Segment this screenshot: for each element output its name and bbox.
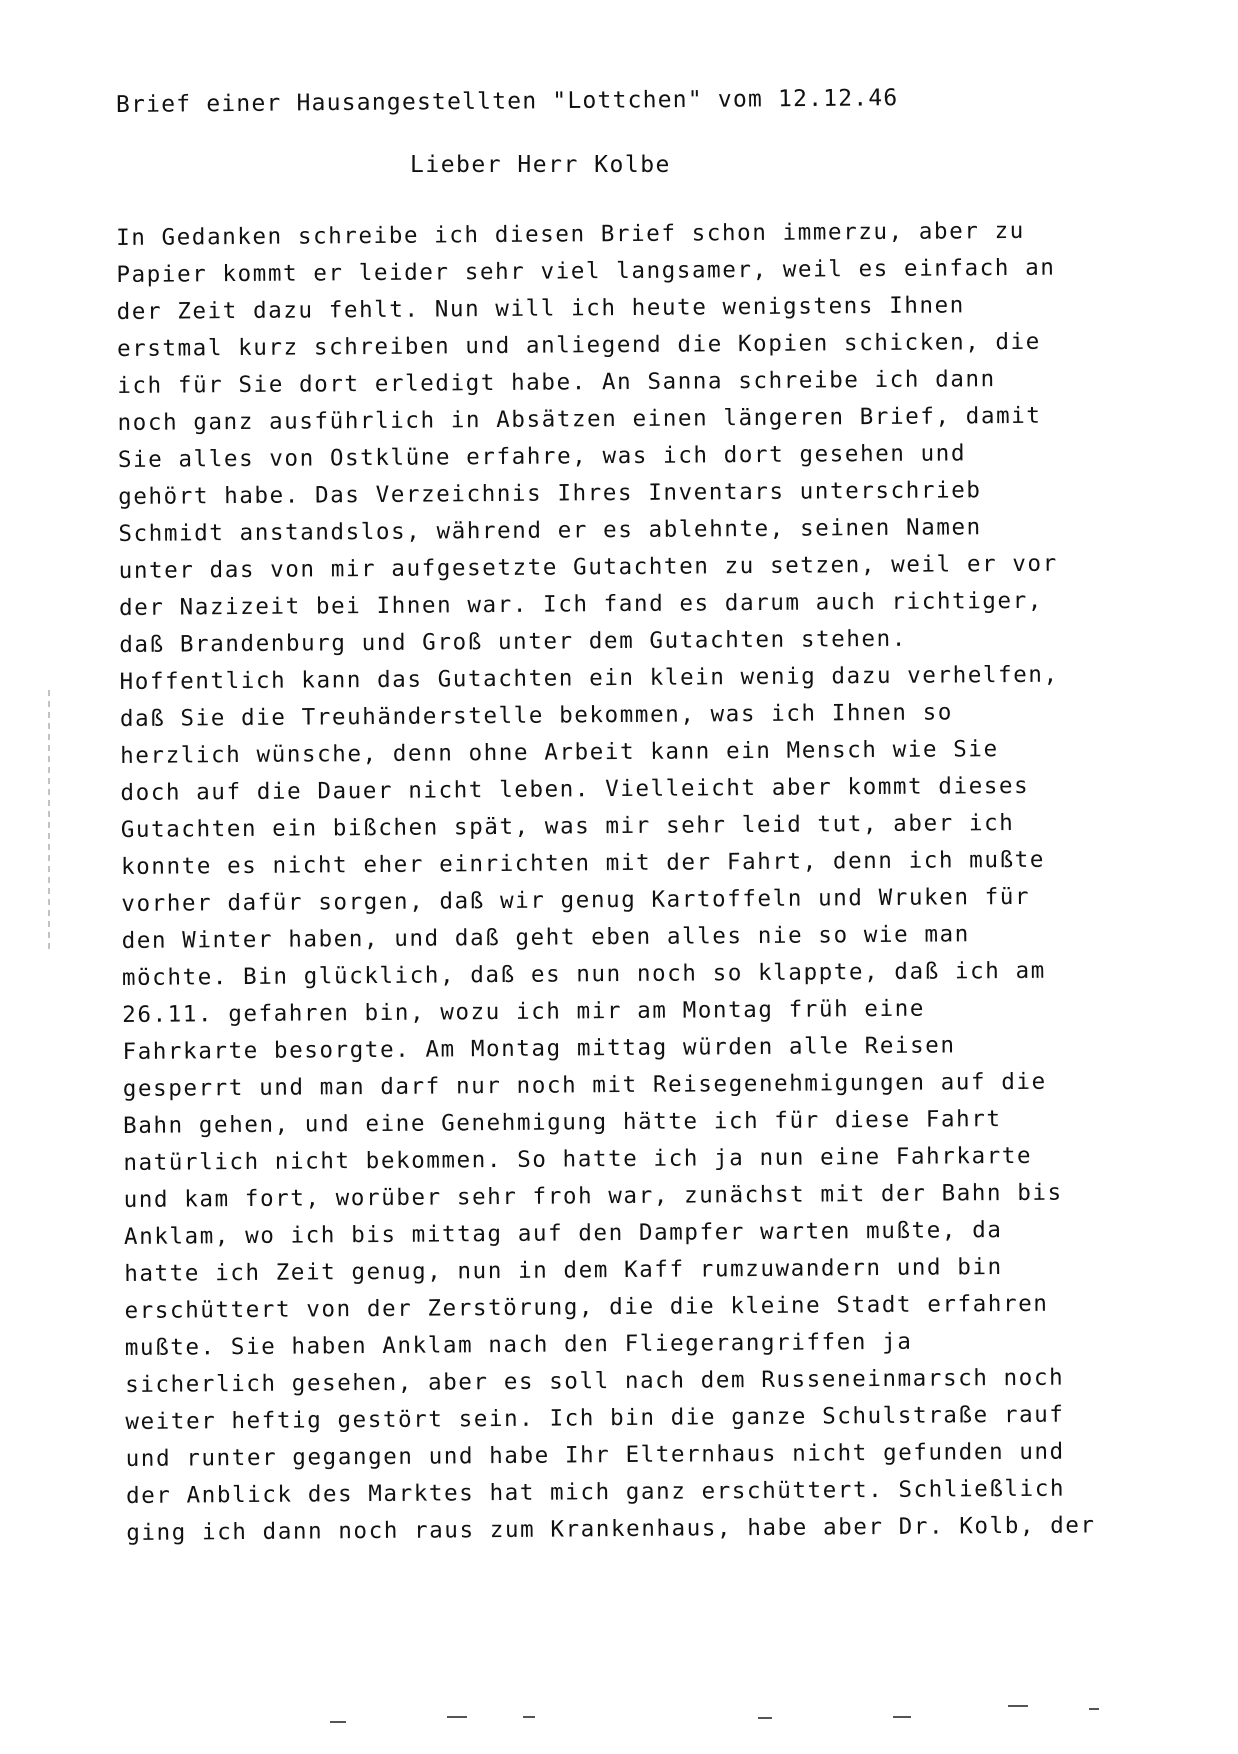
letter-line: herzlich wünsche, denn ohne Arbeit kann ein Mensch wie Sie bbox=[120, 736, 999, 769]
letter-line: ging ich dann noch raus zum Krankenhaus, habe aber Dr. Kolb, der bbox=[126, 1512, 1096, 1546]
scan-mark bbox=[330, 1721, 346, 1723]
letter-line: Anklam, wo ich bis mittag auf den Dampfer warten mußte, da bbox=[123, 1217, 1003, 1250]
letter-line: konnte es nicht eher einrichten mit der Fahrt, denn ich mußte bbox=[120, 846, 1046, 880]
letter-line: daß Brandenburg und Groß unter dem Gutachten stehen. bbox=[119, 625, 908, 658]
letter-line: In Gedanken schreibe ich diesen Brief schon immerzu, aber zu bbox=[116, 217, 1025, 251]
letter-line: unter das von mir aufgesetzte Gutachten zu setzen, weil er vor bbox=[118, 550, 1058, 584]
letter-line: der Anblick des Marktes hat mich ganz erschüttert. Schließlich bbox=[125, 1475, 1066, 1509]
letter-heading: Brief einer Hausangestellten "Lottchen" vom 12.12.46 bbox=[115, 85, 899, 118]
letter-line: daß Sie die Treuhänderstelle bekommen, was ich Ihnen so bbox=[119, 699, 954, 732]
letter-line: gesperrt und man darf nur noch mit Reisegenehmigungen auf die bbox=[122, 1068, 1047, 1102]
letter-line: vorher dafür sorgen, daß wir genug Kartoffeln und Wruken für bbox=[121, 883, 1031, 917]
scan-mark bbox=[447, 1716, 467, 1718]
scan-mark bbox=[523, 1716, 535, 1718]
scan-mark bbox=[1089, 1708, 1099, 1710]
letter-line: erschüttert von der Zerstörung, die die kleine Stadt erfahren bbox=[124, 1290, 1049, 1324]
letter-line: Bahn gehen, und eine Genehmigung hätte ich für diese Fahrt bbox=[123, 1106, 1002, 1139]
scan-mark bbox=[758, 1717, 772, 1719]
letter-line: Schmidt anstandslos, während er es ablehnte, seinen Namen bbox=[118, 514, 982, 547]
letter-line: möchte. Bin glücklich, daß es nun noch so klappte, daß ich am bbox=[121, 957, 1046, 991]
letter-line: Gutachten ein bißchen spät, was mir sehr leid tut, aber ich bbox=[120, 809, 1015, 843]
letter-line: erstmal kurz schreiben und anliegend die Kopien schicken, die bbox=[116, 328, 1042, 362]
letter-line: der Zeit dazu fehlt. Nun will ich heute wenigstens Ihnen bbox=[116, 292, 965, 325]
letter-line: Hoffentlich kann das Gutachten ein klein wenig dazu verhelfen, bbox=[119, 661, 1059, 695]
letter-line: doch auf die Dauer nicht leben. Vielleicht aber kommt dieses bbox=[120, 772, 1030, 806]
letter-line: den Winter haben, und daß geht eben alles nie so wie man bbox=[121, 921, 970, 954]
letter-body bbox=[116, 213, 1096, 1552]
letter-line: noch ganz ausführlich in Absätzen einen längeren Brief, damit bbox=[117, 402, 1042, 436]
scan-mark bbox=[893, 1716, 911, 1718]
letter-salutation: Lieber Herr Kolbe bbox=[410, 152, 671, 178]
letter-line: der Nazizeit bei Ihnen war. Ich fand es darum auch richtiger, bbox=[118, 587, 1044, 621]
letter-line: sicherlich gesehen, aber es soll nach dem Russeneinmarsch noch bbox=[125, 1364, 1065, 1398]
letter-line: und kam fort, worüber sehr froh war, zunächst mit der Bahn bis bbox=[123, 1179, 1063, 1213]
letter-line: Sie alles von Ostklüne erfahre, was ich dort gesehen und bbox=[117, 440, 967, 473]
scan-mark bbox=[1008, 1705, 1028, 1707]
letter-line: mußte. Sie haben Anklam nach den Fliegerangriffen ja bbox=[124, 1328, 913, 1361]
letter-line: 26.11. gefahren bin, wozu ich mir am Montag früh eine bbox=[122, 995, 926, 1028]
letter-line: Fahrkarte besorgte. Am Montag mittag würden alle Reisen bbox=[122, 1032, 956, 1065]
letter-line: weiter heftig gestört sein. Ich bin die ganze Schulstraße rauf bbox=[125, 1401, 1065, 1435]
scan-edge-artifact bbox=[48, 690, 50, 950]
letter-line: hatte ich Zeit genug, nun in dem Kaff rumzuwandern und bin bbox=[124, 1254, 1003, 1287]
letter-line: natürlich nicht bekommen. So hatte ich ja nun eine Fahrkarte bbox=[123, 1142, 1033, 1176]
letter-line: gehört habe. Das Verzeichnis Ihres Inventars unterschrieb bbox=[118, 477, 982, 510]
letter-line: ich für Sie dort erledigt habe. An Sanna schreibe ich dann bbox=[117, 366, 996, 399]
letter-line: und runter gegangen und habe Ihr Elternhaus nicht gefunden und bbox=[125, 1438, 1065, 1472]
letter-line: Papier kommt er leider sehr viel langsamer, weil es einfach an bbox=[116, 254, 1056, 288]
